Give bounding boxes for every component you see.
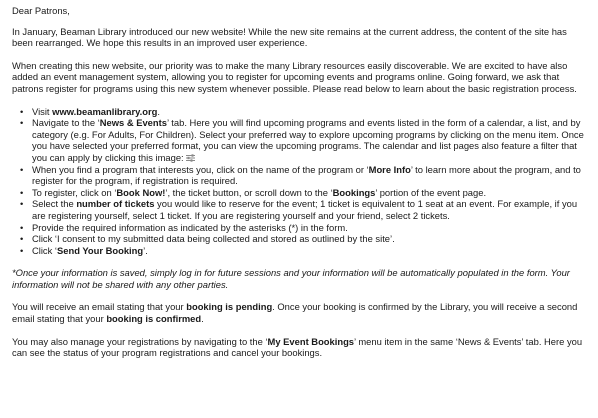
step-visit-website: • Visit www.beamanlibrary.org. (32, 106, 590, 118)
registration-steps (12, 106, 590, 257)
filter-icon (186, 154, 195, 162)
step-more-info: • When you find a program that interests you, click on the name of the program or ‘More Info’ to learn more about the program, and to register for the program, if registration is required. (32, 164, 590, 187)
manage-paragraph: You may also manage your registrations by navigating to the ‘My Event Bookings’ menu item in the same ‘News & Events’ tab. Here you can see the status of your program registrations and cancel your bookings. (12, 335, 583, 359)
intro-paragraph: In January, Beaman Library introduced our new website! While the new site remains at the current address, the content of the site has been rearranged. We hope this results in an improved user experience. (12, 25, 567, 49)
step-send-booking: • Click ‘Send Your Booking’. (32, 245, 590, 257)
step-consent: • Click ‘I consent to my submitted data being collected and stored as outlined by the site’. (32, 233, 590, 245)
step-navigate-news-events: • Navigate to the ‘News & Events’ tab. Here you will find upcoming programs and events listed in the form of a calendar, a list, and by category (e.g. For Adults, For Children). Select your preferred way to explore upcoming programs by clicking on the menu item. Once you have selected your preferred format, you can view the upcoming programs. The calendar and list pages also feature a filter that you can apply by clicking this image: (32, 117, 590, 163)
booking-pending-label: booking is pending (186, 301, 273, 313)
book-now-label: Book Now! (116, 186, 166, 198)
priority-paragraph: When creating this new website, our priority was to make the many Library resources easily discoverable. We are excited to have also added an event management system, allowing you to register for upcoming events and programs online. Going forward, we ask that patrons register for programs using this new system whenever possible. Please read below to learn about the basic registration process. (12, 59, 577, 94)
saved-info-note: *Once your information is saved, simply log in for future sessions and your information will be automatically populated in the form. Your information will not be shared with any other parties. (12, 267, 570, 290)
news-events-tab-name: News & Events (99, 117, 167, 129)
greeting: Dear Patrons, (12, 5, 70, 16)
step-required-information: • Provide the required information as indicated by the asterisks (*) in the form. (32, 222, 590, 234)
my-event-bookings-label: My Event Bookings (267, 335, 355, 347)
more-info-label: More Info (368, 163, 411, 175)
number-of-tickets-label: number of tickets (76, 198, 155, 210)
step-book-now: • To register, click on ‘Book Now!’, the ticket button, or scroll down to the ‘Bookings’ portion of the event page. (32, 187, 590, 199)
step-number-of-tickets: • Select the number of tickets you would like to reserve for the event; 1 ticket is equivalent to 1 seat at an event. For example, if you are registering yourself, select 1 ticket. If you are registering yourself and your friend, select 2 tickets. (32, 198, 590, 221)
send-your-booking-label: Send Your Booking (57, 244, 144, 256)
booking-confirmed-label: booking is confirmed (106, 313, 202, 325)
bookings-label: Bookings (332, 186, 376, 198)
website-url: www.beamanlibrary.org (52, 105, 158, 117)
email-paragraph: You will receive an email stating that your booking is pending. Once your booking is confirmed by the Library, you will receive a second email stating that your booking is confirmed. (12, 301, 578, 325)
